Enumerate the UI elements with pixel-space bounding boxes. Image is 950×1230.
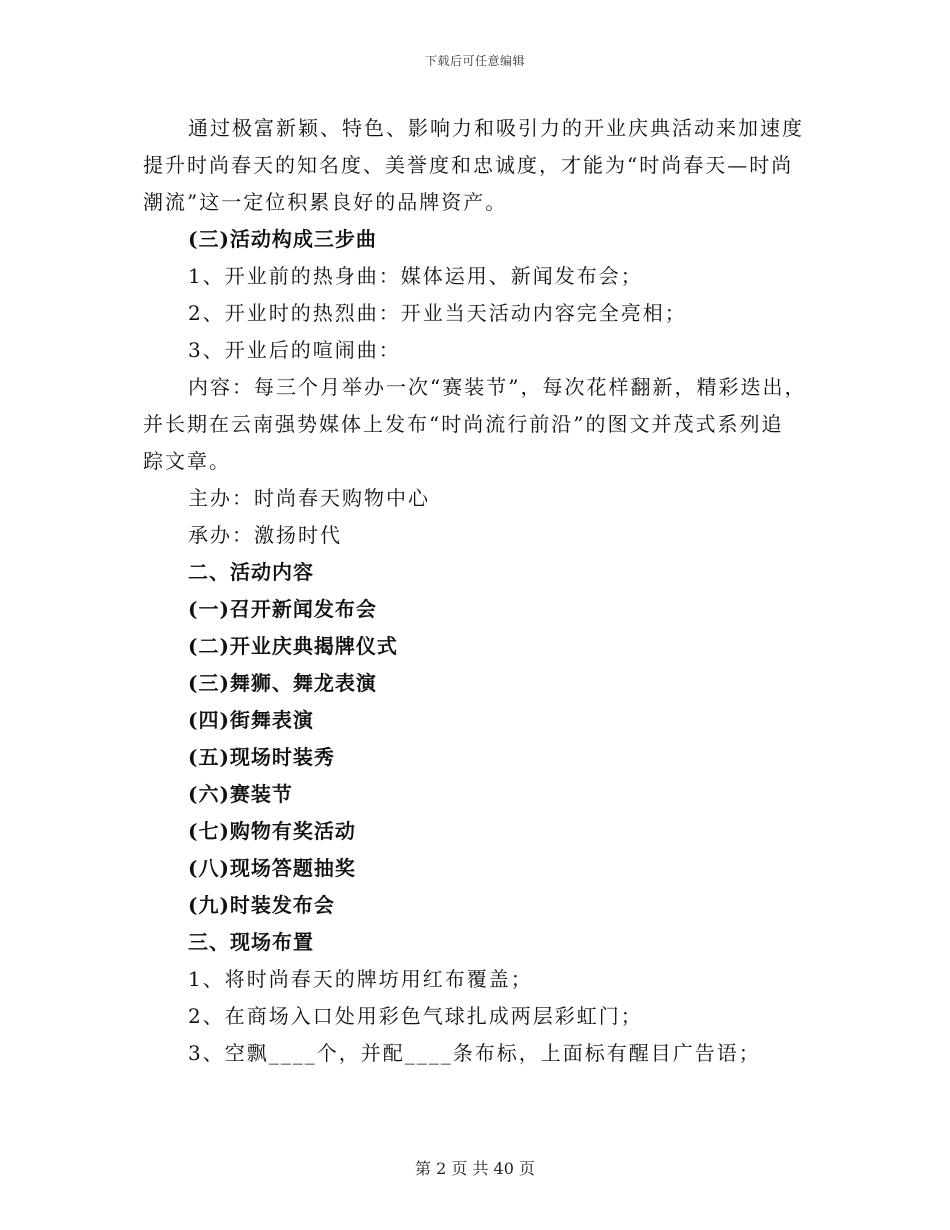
list-item: 3、开业后的喧闹曲： <box>188 338 401 362</box>
subsection-heading: (四)街舞表演 <box>188 708 314 732</box>
section-heading: 二、活动内容 <box>188 560 314 584</box>
subsection-heading: (五)现场时装秀 <box>188 745 335 769</box>
list-item: 3、空飘____个，并配____条布标，上面标有醒目广告语； <box>188 1041 761 1065</box>
organizer-line: 主办：时尚春天购物中心 <box>188 486 430 510</box>
page-header: 下载后可任意编辑 <box>424 54 525 68</box>
subsection-heading: (九)时装发布会 <box>188 893 335 917</box>
subsection-heading: (三)舞狮、舞龙表演 <box>188 671 377 695</box>
paragraph-line: 提升时尚春天的知名度、美誉度和忠诚度，才能为“时尚春天—时尚 <box>143 153 794 177</box>
list-item: 2、在商场入口处用彩色气球扎成两层彩虹门； <box>188 1004 643 1028</box>
subsection-heading: (六)赛装节 <box>188 782 293 806</box>
paragraph-line: 通过极富新颖、特色、影响力和吸引力的开业庆典活动来加速度 <box>188 116 804 140</box>
list-item: 1、将时尚春天的牌坊用红布覆盖； <box>188 967 533 991</box>
subsection-heading: (二)开业庆典揭牌仪式 <box>188 634 398 658</box>
co-organizer-line: 承办：激扬时代 <box>188 523 342 547</box>
subsection-heading: (七)购物有奖活动 <box>188 819 356 843</box>
document-body <box>143 110 811 1072</box>
page-number-footer: 第 2 页 共 40 页 <box>415 1159 535 1178</box>
subsection-heading: (一)召开新闻发布会 <box>188 597 377 621</box>
paragraph-line: 内容：每三个月举办一次“赛装节”，每次花样翻新，精彩迭出， <box>188 375 807 399</box>
list-item: 1、开业前的热身曲：媒体运用、新闻发布会； <box>188 264 643 288</box>
subsection-heading: (八)现场答题抽奖 <box>188 856 356 880</box>
section-heading: (三)活动构成三步曲 <box>188 227 377 251</box>
paragraph-line: 踪文章。 <box>143 449 231 473</box>
list-item: 2、开业时的热烈曲：开业当天活动内容完全亮相； <box>188 301 687 325</box>
section-heading: 三、现场布置 <box>188 930 314 954</box>
paragraph-line: 潮流”这一定位积累良好的品牌资产。 <box>143 190 508 214</box>
paragraph-line: 并长期在云南强势媒体上发布“时尚流行前沿”的图文并茂式系列追 <box>143 412 784 436</box>
